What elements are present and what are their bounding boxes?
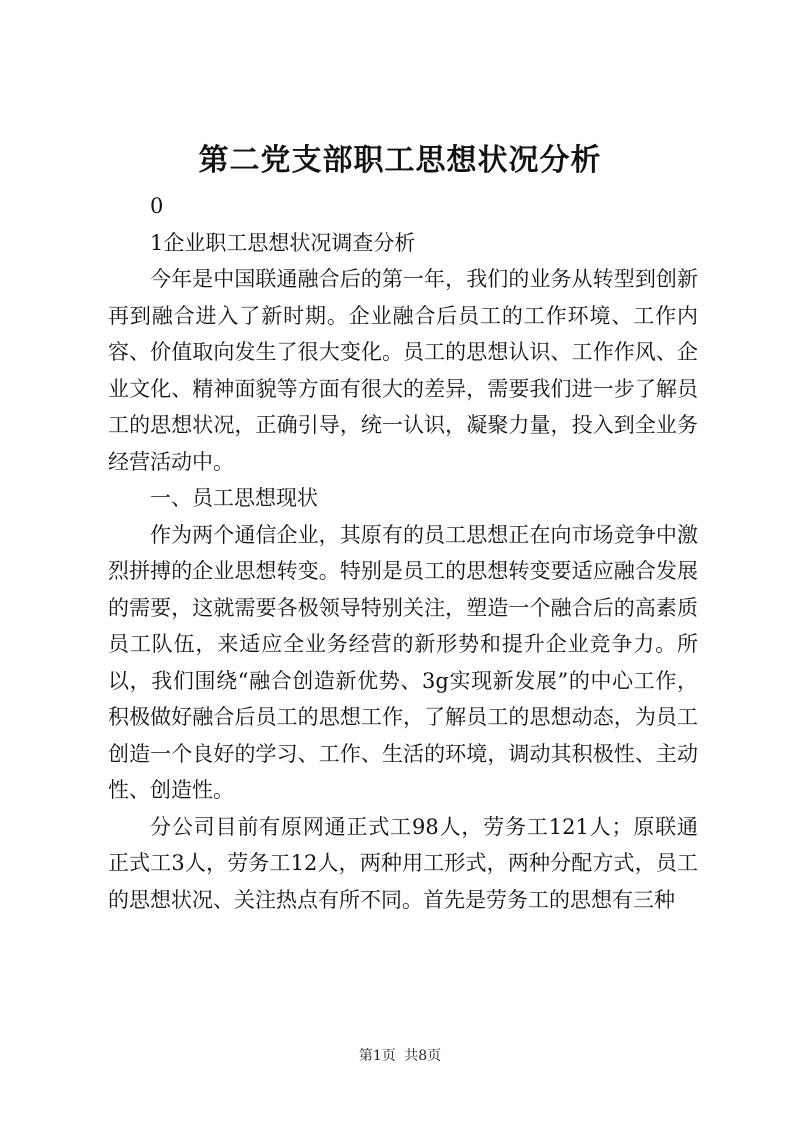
- page-footer: [0, 1046, 800, 1066]
- paragraph-status: 作为两个通信企业，其原有的员工思想正在向市场竞争中激烈拼搏的企业思想转变。特别是员工的思想转变要适应融合发展的需要，这就需要各极领导特别关注，塑造一个融合后的高素质员工队伍，来适应全业务经营的新形势和提升企业竞争力。所以，我们围绕“融合创造新优势、3g实现新发展”的中心工作，积极做好融合后员工的思想工作，了解员工的思想动态，为员工创造一个良好的学习、工作、生活的环境，调动其积极性、主动性、创造性。: [108, 522, 698, 802]
- paragraph-staffing: 分公司目前有原网通正式工98人，劳务工121人；原联通正式工3人，劳务工12人，两种用工形式，两种分配方式，员工的思想状况、关注热点有所不同。首先是劳务工的思想有三种: [108, 814, 698, 912]
- page-total: 共8页: [404, 1048, 442, 1064]
- paragraph-intro: 今年是中国联通融合后的第一年，我们的业务从转型到创新再到融合进入了新时期。企业融合后员工的工作环境、工作内容、价值取向发生了很大变化。员工的思想认识、工作作风、企业文化、精神面貌等方面有很大的差异，需要我们进一步了解员工的思想状况，正确引导，统一认识，凝聚力量，投入到全业务经营活动中。: [108, 267, 698, 474]
- paragraph-number: 0: [150, 194, 164, 218]
- page-number: 第1页: [358, 1048, 396, 1064]
- section-heading-status: 一、员工思想现状: [150, 486, 318, 510]
- document-body: [108, 188, 698, 918]
- section-heading-survey: 1企业职工思想状况调查分析: [150, 230, 416, 255]
- document-title: 第二党支部职工思想状况分析: [198, 143, 602, 178]
